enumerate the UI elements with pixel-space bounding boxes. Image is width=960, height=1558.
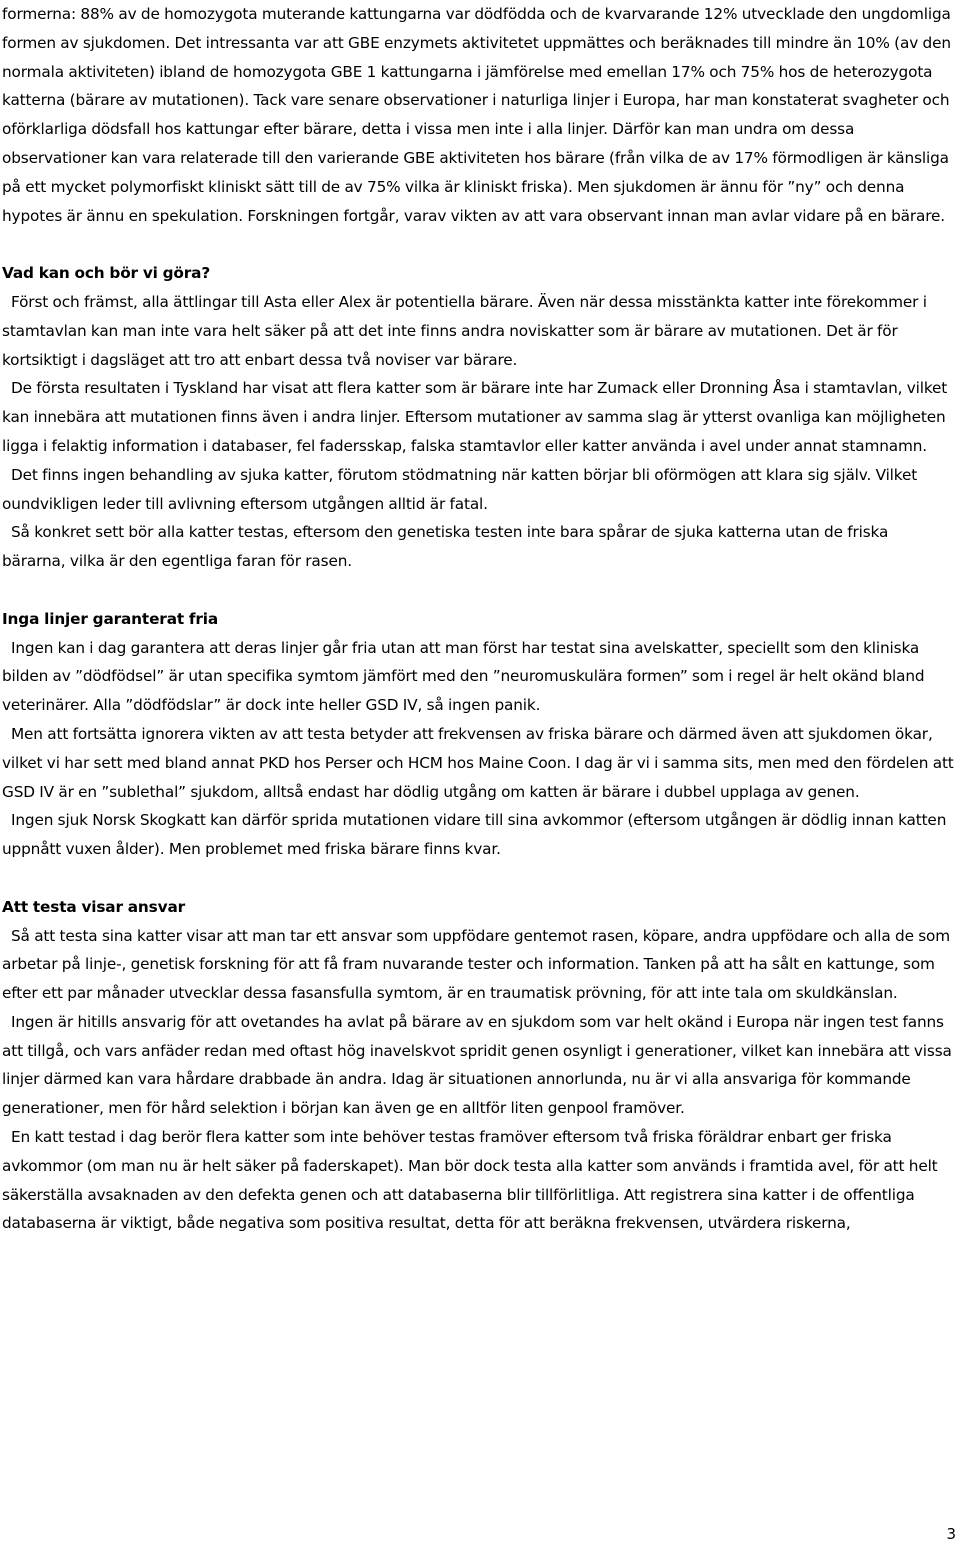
- att-paragraph-3: En katt testad i dag berör flera katter som inte behöver testas framöver eftersom två friska föräldrar enbart ger friska avkommor (om man nu är helt säker på faderskapet). Man bör dock testa alla katter som används i framtida avel, för att helt säkerställa avsaknaden av den defekta genen och att databaserna blir tillförlitliga. Att registrera sina katter i de offentliga databaserna är viktigt, både negativa som positiva resultat, detta för att beräkna frekvensen, utvärdera riskerna,: [2, 1128, 938, 1233]
- inga-paragraph-1: Ingen kan i dag garantera att deras linjer går fria utan att man först har testat sina avelskatter, speciellt som den kliniska bilden av ”dödfödsel” är utan specifika symtom jämfört med den ”neuromuskulära formen” som i regel är helt okänd bland veterinärer. Alla ”dödfödslar” är dock inte heller GSD IV, så ingen panik.: [2, 638, 925, 715]
- vad-paragraph-3: Det finns ingen behandling av sjuka katter, förutom stödmatning när katten börjar bli oförmögen att klara sig själv. Vilket oundvikligen leder till avlivning eftersom utgången alltid är fatal.: [2, 465, 918, 513]
- vad-paragraph-2: De första resultaten i Tyskland har visat att flera katter som är bärare inte har Zumack eller Dronning Åsa i stamtavlan, vilket kan innebära att mutationen finns även i andra linjer. Eftersom mutationer av samma slag är ytterst ovanliga kan möjligheten ligga i felaktig information i databaser, fel fadersskap, falska stamtavlor eller katter använda i avel under annat stamnamn.: [2, 379, 948, 455]
- inga-paragraph-3: Ingen sjuk Norsk Skogkatt kan därför sprida mutationen vidare till sina avkommor (eftersom utgången är dödlig innan katten uppnått vuxen ålder). Men problemet med friska bärare finns kvar.: [2, 811, 947, 859]
- heading-att-testa-visar-ansvar: Att testa visar ansvar: [2, 897, 186, 916]
- att-paragraph-1: Så att testa sina katter visar att man tar ett ansvar som uppfödare gentemot rasen, köpare, andra uppfödare och alla de som arbetar på linje-, genetisk forskning för att få fram nuvarande tester och information. Tanken på att ha sålt en kattunge, som efter ett par månader utvecklar dessa fasansfulla symtom, är en traumatisk prövning, för att inte tala om skuldkänslan.: [2, 926, 951, 1003]
- heading-inga-linjer: Inga linjer garanterat fria: [2, 609, 219, 628]
- spacer: [2, 864, 956, 893]
- intro-paragraph: formerna: 88% av de homozygota muterande kattungarna var dödfödda och de kvarvarande 12% utvecklade den ungdomliga formen av sjukdomen. Det intressanta var att GBE enzymets aktivitetet uppmättes och beräknades till mindre än 10% (av den normala aktiviteten) ibland de homozygota GBE 1 kattungarna i jämförelse med emellan 17% och 75% hos de heterozygota katterna (bärare av mutationen). Tack vare senare observationer i naturliga linjer i Europa, har man konstaterat svagheter och oförklarliga dödsfall hos kattungar efter bärare, detta i vissa men inte i alla linjer. Därför kan man undra om dessa observationer kan vara relaterade till den varierande GBE aktiviteten hos bärare (från vilka de av 17% förmodligen är känsliga på ett mycket polymorfiskt kliniskt sätt till de av 75% vilka är kliniskt friska). Men sjukdomen är ännu för ”ny” och denna hypotes är ännu en spekulation. Forskningen fortgår, varav vikten av att vara observant innan man avlar vidare på en bärare.: [2, 5, 951, 225]
- page-number: 3: [946, 1525, 956, 1543]
- spacer: [2, 230, 956, 259]
- att-paragraph-2: Ingen är hitills ansvarig för att ovetandes ha avlat på bärare av en sjukdom som var helt okänd i Europa när ingen test fanns att tillgå, och vars anfäder redan med oftast hög inavelskvot spridit genen osynligt i generationer, vilket kan innebära att vissa linjer därmed kan vara hårdare drabbade än andra. Idag är situationen annorlunda, nu är vi alla ansvariga för kommande generationer, men för hård selektion i början kan även ge en alltför liten genpool framöver.: [2, 1012, 952, 1118]
- vad-paragraph-4: Så konkret sett bör alla katter testas, eftersom den genetiska testen inte bara spårar de sjuka katterna utan de friska bärarna, vilka är den egentliga faran för rasen.: [2, 523, 889, 571]
- heading-vad-kan-och-bor-vi-gora: Vad kan och bör vi göra?: [2, 264, 211, 283]
- vad-paragraph-1: Först och främst, alla ättlingar till Asta eller Alex är potentiella bärare. Även när dessa misstänkta katter inte förekommer i stamtavlan kan man inte vara helt säker på att det inte finns andra noviskatter som är bärare av mutationen. Det är för kortsiktigt i dagsläget att tro att enbart dessa två noviser var bärare.: [2, 292, 927, 369]
- document-page: [2, 0, 956, 1238]
- spacer: [2, 576, 956, 605]
- inga-paragraph-2: Men att fortsätta ignorera vikten av att testa betyder att frekvensen av friska bärare och därmed även att sjukdomen ökar, vilket vi har sett med bland annat PKD hos Perser och HCM hos Maine Coon. I dag är vi i samma sits, men med den fördelen att GSD IV är en ”sublethal” sjukdom, alltså endast har dödlig utgång om katten är bärare i dubbel upplaga av genen.: [2, 724, 954, 801]
